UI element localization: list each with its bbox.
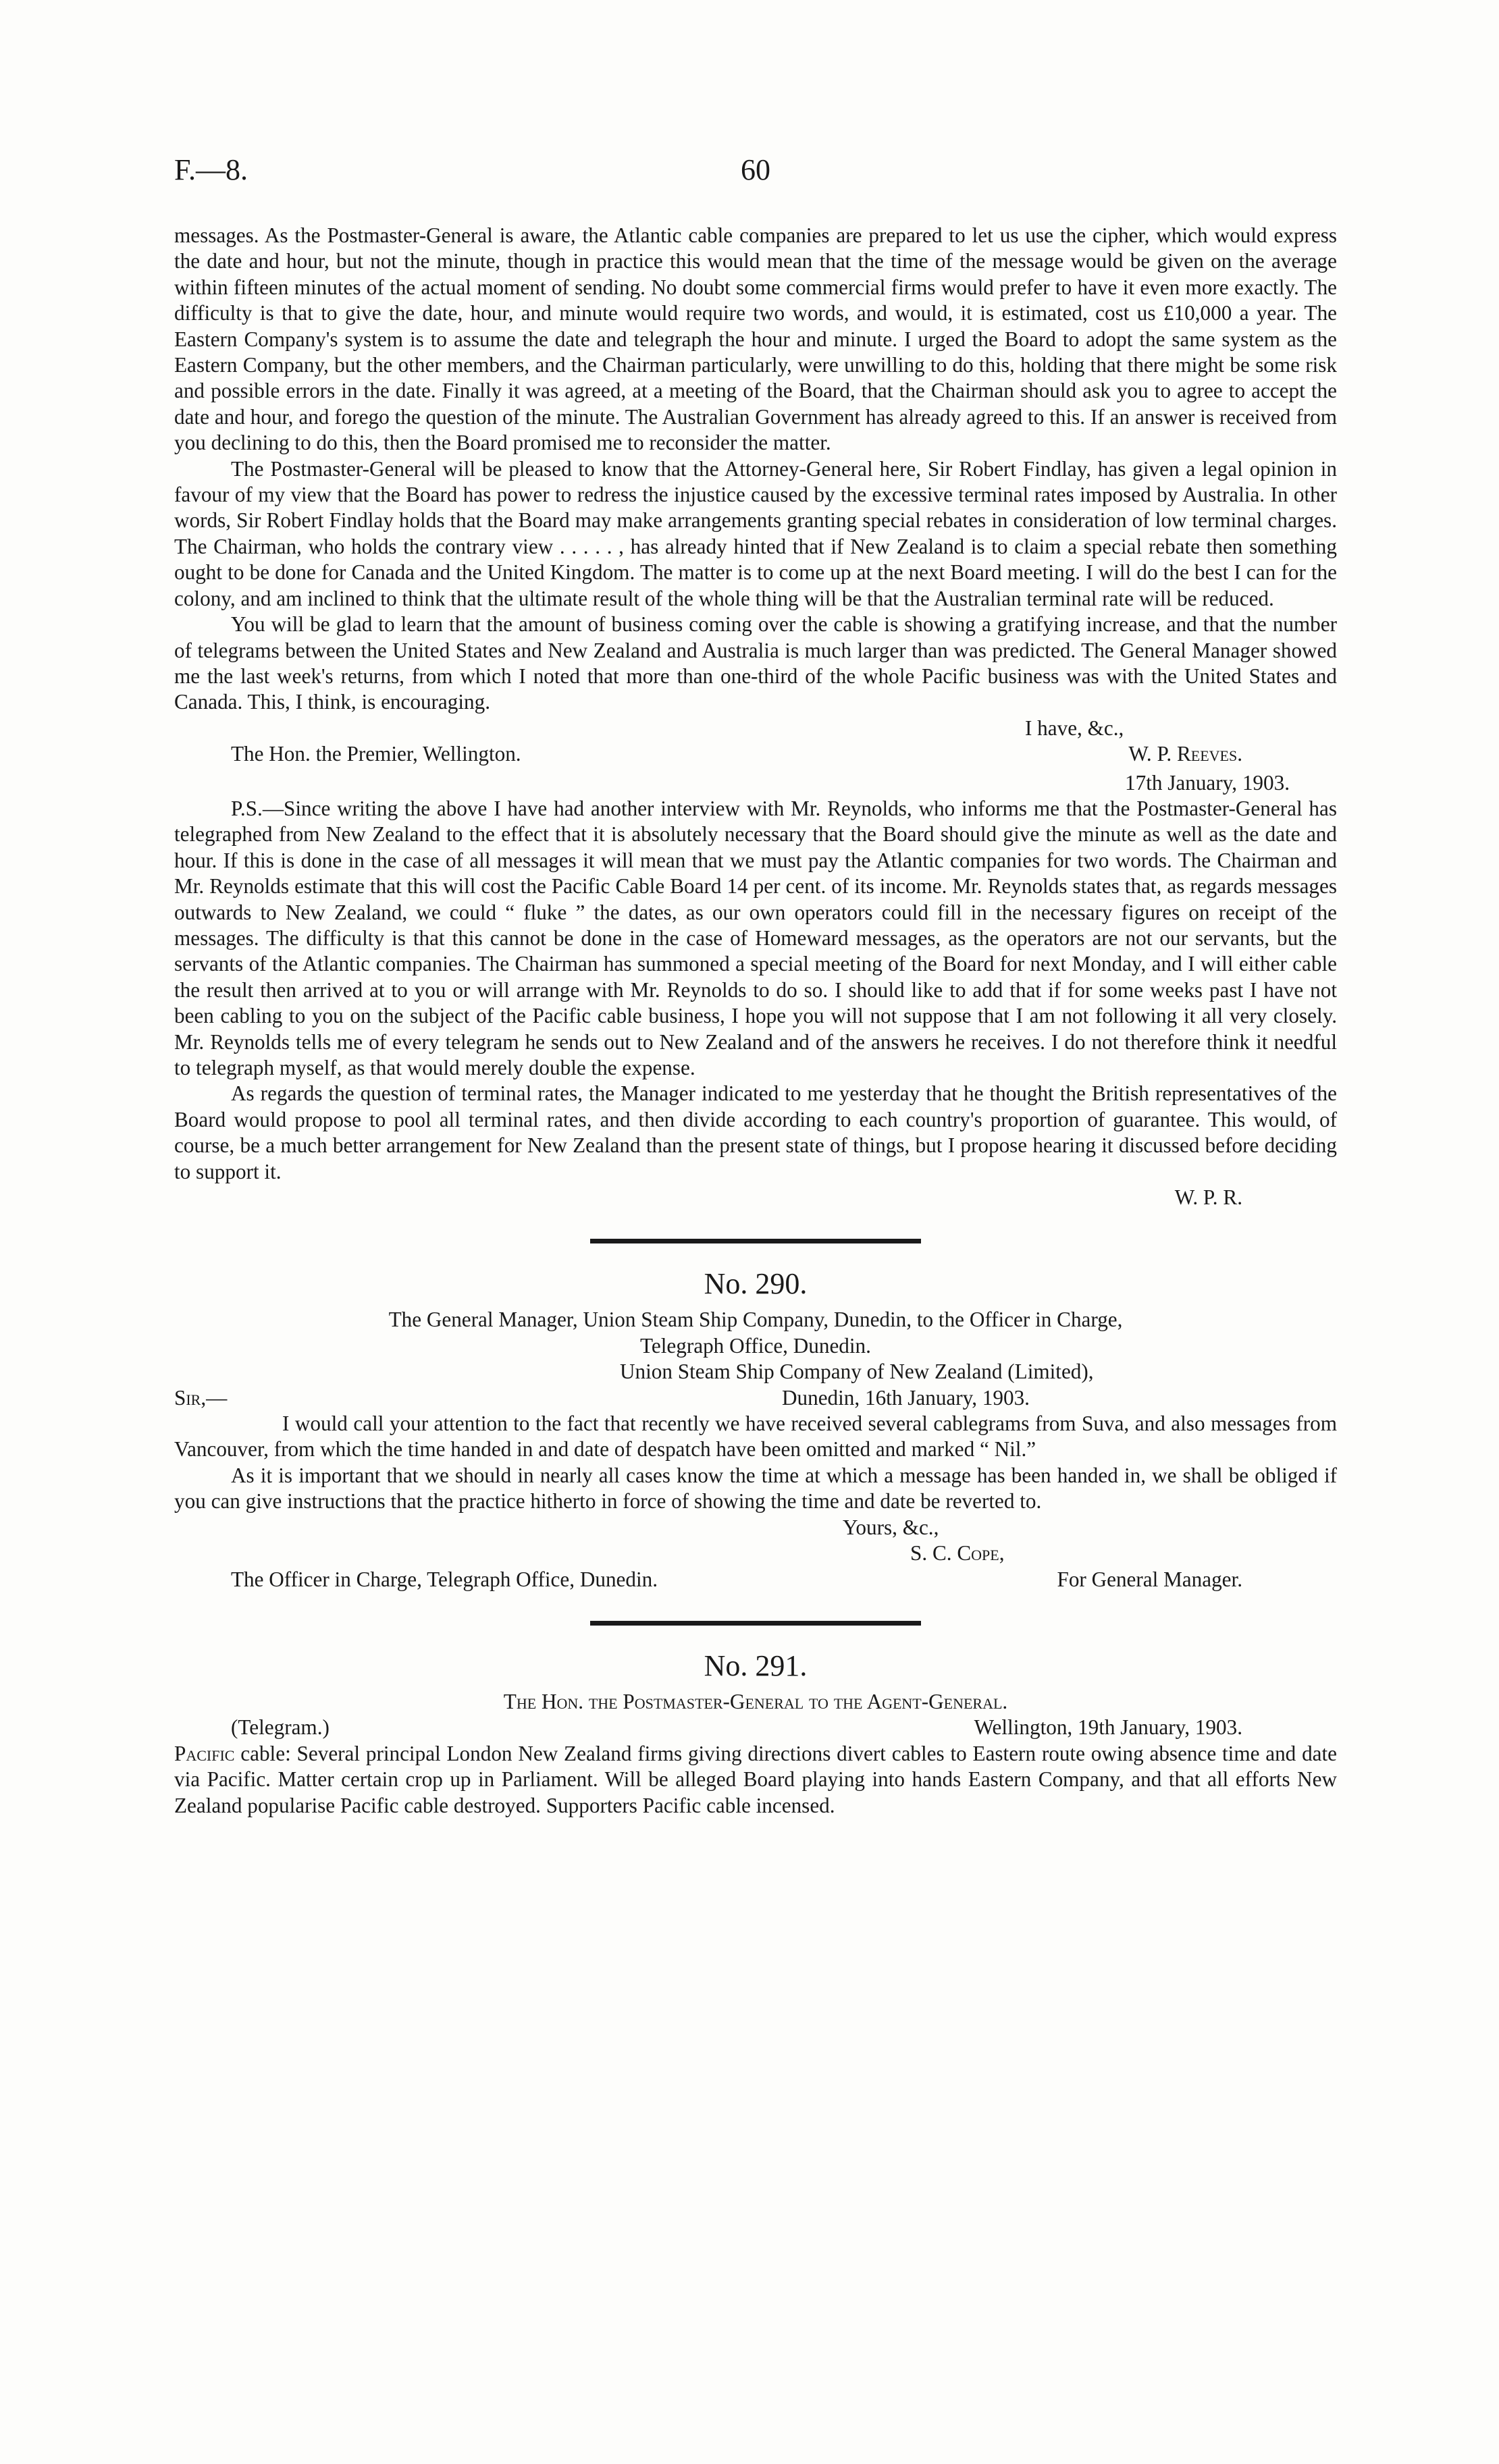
section-291-type: (Telegram.) xyxy=(231,1715,330,1740)
document-code: F.—8. xyxy=(174,153,248,186)
document-body xyxy=(174,223,1337,1819)
page-header xyxy=(174,153,1337,193)
letter-addressee: The Hon. the Premier, Wellington. xyxy=(231,742,521,766)
section-290-signature-role: For General Manager. xyxy=(1057,1567,1242,1591)
letter-paragraph-3: You will be glad to learn that the amount of business coming over the cable is showing a gratifying increase, and that the number of telegrams between the United States and New Zealand and Australia is much larger than was predicted. The General Manager showed me the last week's returns, from which I noted that more than one-third of the whole Pacific business was with the United States and Canada. This, I think, is encouraging. xyxy=(174,612,1337,714)
letter-paragraph-1: messages. As the Postmaster-General is aware, the Atlantic cable companies are prepared to let us use the cipher, which would express the date and hour, but not the minute, though in practice this would mean that the time of the message would be given on the average within fifteen minutes of the actual moment of sending. No doubt some commercial firms would prefer to have it even more exactly. The difficulty is that to give the date, hour, and minute would require two words, and would, it is estimated, cost us £10,000 a year. The Eastern Company's system is to assume the date and telegraph the hour and minute. I urged the Board to adopt the same system as the Eastern Company, but the other members, and the Chairman particularly, were unwilling to do this, holding that there might be some risk and possible errors in the date. Finally it was agreed, at a meeting of the Board, that the Chairman should ask you to agree to accept the date and hour, and forego the question of the minute. The Australian Government has already agreed to this. If an answer is received from you declining to do this, then the Board promised me to reconsider the matter. xyxy=(174,223,1337,455)
section-number-291: No. 291. xyxy=(704,1649,808,1682)
section-number-290: No. 290. xyxy=(704,1267,808,1301)
section-290-signoff xyxy=(174,1567,1337,1592)
postscript-date: 17th January, 1903. xyxy=(1125,770,1290,795)
section-290-addressee: The Officer in Charge, Telegraph Office, Dunedin. xyxy=(231,1567,658,1591)
section-291-typeline xyxy=(174,1715,1337,1740)
section-291-body-lead: Pacific xyxy=(174,1741,235,1765)
section-290-heading-line1: The General Manager, Union Steam Ship Company, Dunedin, to the Officer in Charge, xyxy=(388,1308,1123,1332)
sender-address-line1: Union Steam Ship Company of New Zealand (Limited), xyxy=(620,1360,1094,1384)
postscript-signoff xyxy=(174,1185,1337,1210)
postscript-signature: W. P. R. xyxy=(1174,1185,1242,1210)
section-291-heading: The Hon. the Postmaster-General to the Agent-General. xyxy=(503,1689,1008,1713)
page-number: 60 xyxy=(741,153,770,186)
sender-address-line2: Dunedin, 16th January, 1903. xyxy=(782,1385,1030,1410)
section-291-body-text: cable: Several principal London New Zealand firms giving directions divert cables to Eastern route owing absence time and date via Pacific. Matter certain crop up in Parliament. Will be alleged Board playing into hands Eastern Company, and that all efforts New Zealand popularise Pacific cable destroyed. Supporters Pacific cable incensed. xyxy=(174,1741,1338,1817)
section-290-paragraph-1: I would call your attention to the fact that recently we have received several cablegrams from Suva, and also messages from Vancouver, from which the time handed in and date of despatch have been omitted and marked “ Nil.” xyxy=(174,1412,1337,1462)
salutation-row xyxy=(174,1385,1337,1411)
section-291-date: Wellington, 19th January, 1903. xyxy=(974,1715,1242,1740)
letter-signoff xyxy=(174,741,1337,767)
letter-closing: I have, &c., xyxy=(1025,716,1124,740)
postscript-paragraph-2: As regards the question of terminal rates, the Manager indicated to me yesterday that he thought the British representatives of the Board would propose to pool all terminal rates, and then divide according to each country's proportion of guarantee. This would, of course, be a much better arrangement for New Zealand than the present state of things, but I propose hearing it discussed before deciding to support it. xyxy=(174,1081,1337,1183)
letter-signature: W. P. Reeves. xyxy=(1128,742,1242,766)
section-290-closing: Yours, &c., xyxy=(843,1515,939,1539)
section-290-paragraph-2: As it is important that we should in nearly all cases know the time at which a message has been handed in, we shall be obliged if you can give instructions that the practice hitherto in force of showing the time and date be reverted to. xyxy=(174,1463,1337,1514)
section-divider xyxy=(590,1621,921,1626)
letter-paragraph-2: The Postmaster-General will be pleased to know that the Attorney-General here, Sir Robert Findlay, has given a legal opinion in favour of my view that the Board has power to redress the injustice caused by the excessive terminal rates imposed by Australia. In other words, Sir Robert Findlay holds that the Board may make arrangements granting special rebates in consideration of low terminal charges. The Chairman, who holds the contrary view . . . . . , has already hinted that if New Zealand is to claim a special rebate then something ought to be done for Canada and the United Kingdom. The matter is to come up at the next Board meeting. I will do the best I can for the colony, and am inclined to think that the ultimate result of the whole thing will be that the Australian terminal rate will be reduced. xyxy=(174,456,1337,610)
section-290-signature: S. C. Cope, xyxy=(910,1541,1005,1565)
section-divider xyxy=(590,1239,921,1243)
salutation: Sir,— xyxy=(174,1385,228,1410)
postscript-paragraph-1: P.S.—Since writing the above I have had another interview with Mr. Reynolds, who informs me that the Postmaster-General has telegraphed from New Zealand to the effect that it is absolutely necessary that the Board should give the minute as well as the date and hour. If this is done in the case of all messages it will mean that we must pay the Atlantic companies for two words. The Chairman and Mr. Reynolds estimate that this will cost the Pacific Cable Board 14 per cent. of its income. Mr. Reynolds states that, as regards messages outwards to New Zealand, we could “ fluke ” the dates, as our own operators could fill in the necessary figures on receipt of the messages. The difficulty is that this cannot be done in the case of Homeward messages, as the operators are not our servants, but the servants of the Atlantic companies. The Chairman has summoned a special meeting of the Board for next Monday, and I will either cable the result then arrived at to you or will arrange with Mr. Reynolds to do so. I should like to add that if for some weeks past I have not been cabling to you on the subject of the Pacific cable business, I hope you will not suppose that I am not following it all very closely. Mr. Reynolds tells me of every telegram he sends out to New Zealand and of the answers he receives. I do not therefore think it needful to telegraph myself, as that would merely double the expense. xyxy=(174,796,1337,1079)
section-290-heading-line2: Telegraph Office, Dunedin. xyxy=(640,1333,871,1358)
section-291-body xyxy=(174,1741,1337,1819)
